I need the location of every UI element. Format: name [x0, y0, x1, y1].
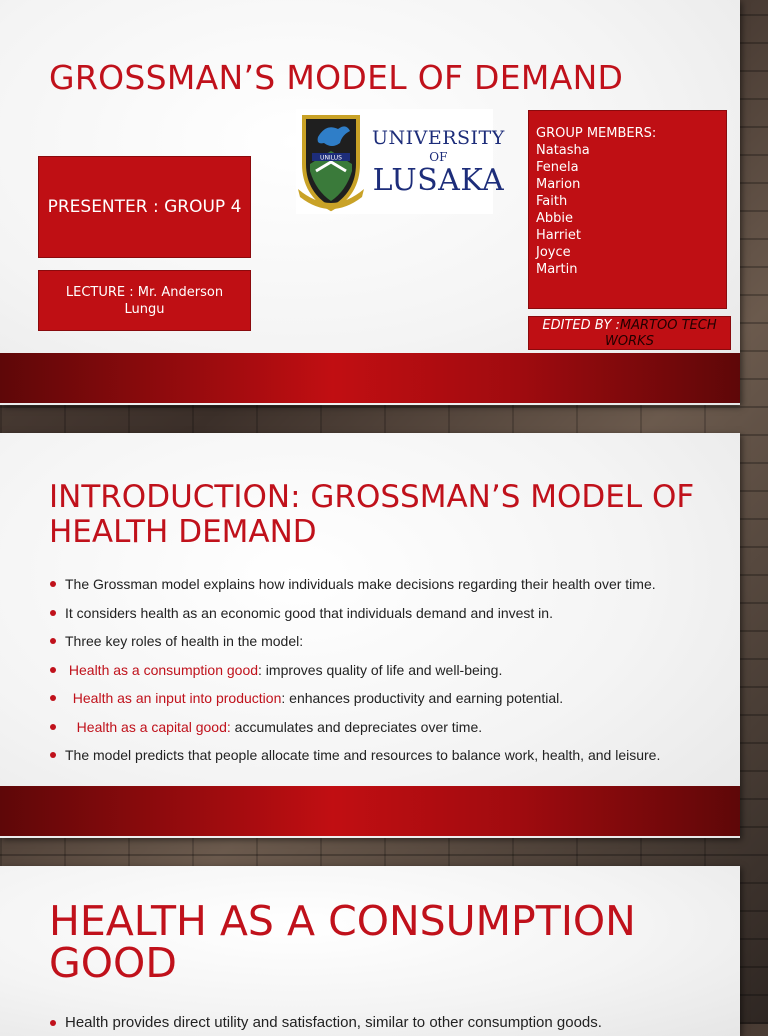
- logo-line-lusaka: LUSAKA: [372, 162, 505, 198]
- logo-line-of: OF: [429, 149, 448, 164]
- bullet-text: It considers health as an economic good that individuals demand and invest in.: [65, 604, 553, 621]
- bullet-dot-icon: [50, 752, 56, 758]
- university-logo: [296, 109, 505, 214]
- bullet-item: [50, 689, 730, 718]
- slide-3: [0, 866, 740, 1036]
- member-name: Abbie: [536, 211, 574, 226]
- member-name: Marion: [536, 177, 581, 192]
- edited-by-name: MARTOO TECH WORKS: [605, 318, 717, 349]
- bullet-dot-icon: [50, 1020, 56, 1026]
- bullet-text: : enhances productivity and earning potential.: [281, 690, 564, 706]
- logo-wordmark: [372, 127, 505, 197]
- bullet-dot-icon: [50, 724, 56, 730]
- bullet-item: [50, 632, 730, 661]
- bullet-dot-icon: [50, 695, 56, 701]
- bullet-highlight: Health as an input into production: [65, 690, 282, 706]
- member-name: Harriet: [536, 228, 581, 243]
- member-name: Faith: [536, 194, 568, 209]
- bullet-highlight: Health as a capital good:: [65, 718, 231, 735]
- unilus-crest-icon: [296, 109, 366, 214]
- bullet-item: [50, 718, 730, 747]
- lecture-text: LECTURE : Mr. Anderson Lungu: [65, 284, 224, 317]
- bullet-item: [50, 575, 730, 604]
- slide-1-title: GROSSMAN’S MODEL OF DEMAND: [49, 58, 624, 97]
- bullet-text: Health provides direct utility and satisfaction, similar to other consumption goods.: [65, 1014, 602, 1031]
- presenter-box: [38, 156, 251, 258]
- bullet-dot-icon: [50, 667, 56, 673]
- slide-2-footer-bar: [0, 786, 740, 836]
- bullet-dot-icon: [50, 638, 56, 644]
- edited-by-box: [528, 316, 731, 350]
- member-name: Martin: [536, 262, 578, 277]
- bullet-highlight: Health as a consumption good: [65, 661, 259, 678]
- lecture-box: [38, 270, 251, 331]
- slide-1-footer-bar: [0, 353, 740, 403]
- member-name: Natasha: [536, 143, 590, 158]
- group-members-heading: GROUP MEMBERS:: [536, 126, 657, 141]
- bullet-item: [50, 661, 730, 690]
- bullet-item: [50, 1014, 730, 1036]
- bullet-item: [50, 746, 730, 775]
- bullet-text: The Grossman model explains how individuals make decisions regarding their health over time.: [65, 576, 656, 592]
- member-name: Joyce: [536, 245, 571, 260]
- bullet-dot-icon: [50, 581, 56, 587]
- slide-1: [0, 0, 740, 405]
- logo-line-university: UNIVERSITY: [372, 126, 505, 149]
- slide-2: [0, 433, 740, 838]
- bullet-text: The model predicts that people allocate time and resources to balance work, health, and leisure.: [65, 747, 661, 763]
- slide-3-bullet-list: [50, 1014, 730, 1036]
- bullet-item: [50, 604, 730, 633]
- member-name: Fenela: [536, 160, 579, 175]
- bullet-text: Three key roles of health in the model:: [65, 633, 304, 649]
- slide-2-bullet-list: [50, 575, 730, 775]
- group-members-box: [528, 110, 727, 309]
- bullet-dot-icon: [50, 610, 56, 616]
- bullet-text: accumulates and depreciates over time.: [230, 718, 483, 735]
- slide-3-title: HEALTH AS A CONSUMPTION GOOD: [49, 897, 636, 987]
- bullet-text: : improves quality of life and well-being.: [258, 661, 503, 678]
- presenter-text: PRESENTER : GROUP 4: [47, 197, 242, 217]
- slide-2-title: INTRODUCTION: GROSSMAN’S MODEL OF HEALTH DEMAND: [49, 479, 695, 550]
- crest-text: UNILUS: [320, 154, 342, 162]
- edited-by-label: EDITED BY :: [542, 318, 620, 333]
